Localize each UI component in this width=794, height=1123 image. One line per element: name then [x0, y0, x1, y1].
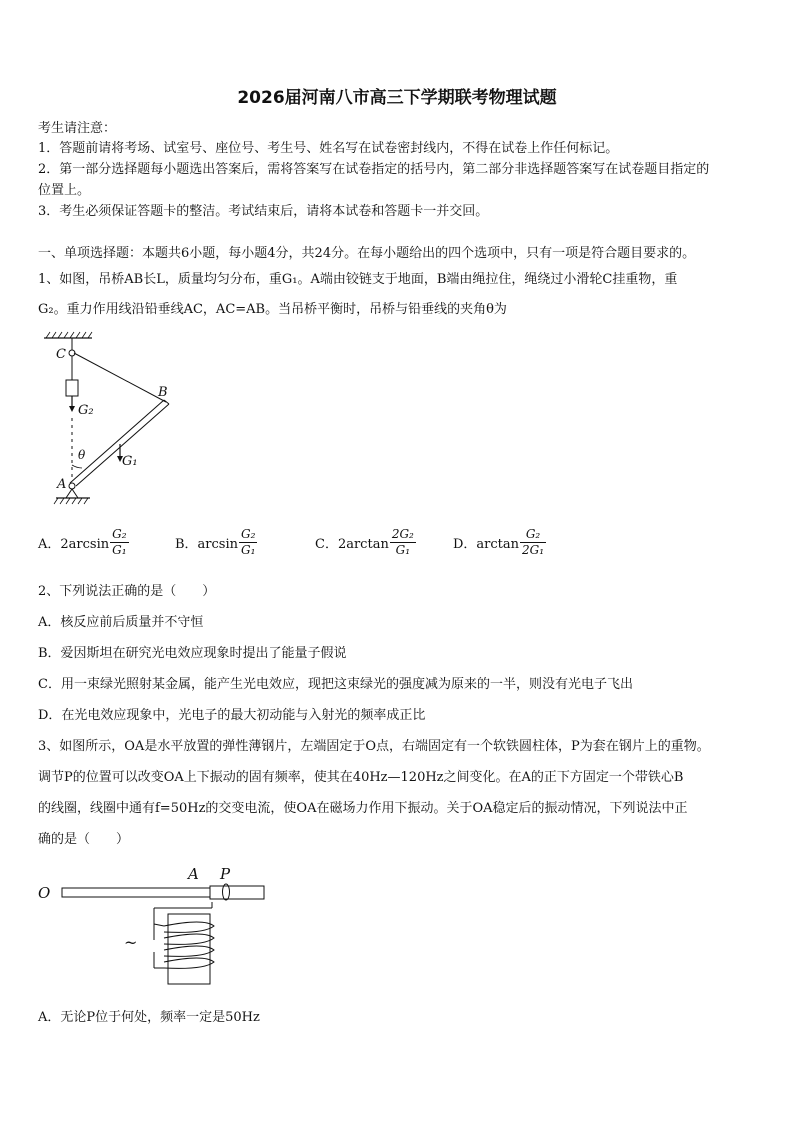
option-label: D．arctan	[453, 536, 520, 552]
q2-option[interactable]: C．用一束绿光照射某金属，能产生光电效应，现把这束绿光的强度减为原来的一半，则没有光电子飞出	[38, 677, 633, 692]
notice-item: 3．考生必须保证答题卡的整洁。考试结束后，请将本试卷和答题卡一并交回。	[38, 204, 489, 219]
option-fraction: $\frac{\text{G₂}}{\text{G₁}}$	[241, 526, 256, 557]
option-label: C．2arctan	[315, 536, 389, 552]
q1-option-b[interactable]	[175, 520, 257, 564]
option-fraction: $\frac{\text{2G₂}}{\text{G₁}}$	[391, 526, 414, 557]
ac-source-symbol: ~	[124, 933, 138, 952]
question-3-line: 3、如图所示，OA是水平放置的弹性薄钢片，左端固定于O点，右端固定有一个软铁圆柱体，P为套在钢片上的重物。	[38, 739, 710, 754]
figure-label-g2: G₂	[78, 403, 94, 418]
drawbridge-figure	[30, 330, 190, 505]
option-fraction: $\frac{\text{G₂}}{\text{G₁}}$	[112, 526, 127, 557]
q3-option[interactable]: A．无论P位于何处，频率一定是50Hz	[38, 1010, 260, 1025]
q2-option[interactable]: A．核反应前后质量并不守恒	[38, 615, 204, 630]
figure-label-a3: A	[188, 865, 199, 883]
q2-option[interactable]: B．爱因斯坦在研究光电效应现象时提出了能量子假说	[38, 646, 347, 661]
notice-heading: 考生请注意：	[38, 121, 117, 136]
figure-label-b: B	[158, 385, 168, 400]
q1-option-c[interactable]	[315, 520, 416, 564]
question-3-line: 确的是（ ）	[38, 832, 130, 847]
option-label: A．2arcsin	[38, 536, 110, 552]
figure-label-g1: G₁	[122, 454, 138, 469]
question-2-stem: 2、下列说法正确的是（ ）	[38, 584, 216, 599]
question-3-line: 的线圈，线圈中通有f=50Hz的交变电流，使OA在磁场力作用下振动。关于OA稳定后的振动情况，下列说法中正	[38, 801, 688, 816]
section-heading: 一、单项选择题：本题共6小题，每小题4分，共24分。在每小题给出的四个选项中，只有一项是符合题目要求的。	[38, 246, 696, 261]
figure-label-p: P	[220, 865, 231, 883]
notice-item: 1．答题前请将考场、试室号、座位号、考生号、姓名写在试卷密封线内，不得在试卷上作任何标记。	[38, 141, 619, 156]
option-label: B．arcsin	[175, 536, 239, 552]
q1-option-a[interactable]	[38, 520, 129, 564]
figure-label-a: A	[57, 477, 67, 492]
option-fraction: $\frac{\text{G₂}}{\text{2G₁}}$	[522, 526, 545, 557]
figure-label-theta: θ	[78, 448, 86, 462]
page-title: 2026届河南八市高三下学期联考物理试题	[237, 88, 557, 108]
figure-label-c: C	[56, 347, 66, 362]
question-3-line: 调节P的位置可以改变OA上下振动的固有频率，使其在40Hz—120Hz之间变化。在A的正下方固定一个带铁心B	[38, 770, 684, 785]
notice-item: 2．第一部分选择题每小题选出答案后，需将答案写在试卷指定的括号内，第二部分非选择题答案写在试卷题目指定的	[38, 162, 710, 177]
figure-label-o: O	[38, 884, 51, 902]
q2-option[interactable]: D．在光电效应现象中，光电子的最大初动能与入射光的频率成正比	[38, 708, 426, 723]
notice-item: 位置上。	[38, 183, 91, 198]
vibration-figure	[34, 862, 274, 992]
question-1-line: 1、如图，吊桥AB长L，质量均匀分布，重G₁。A端由铰链支于地面，B端由绳拉住，绳绕过小滑轮C挂重物，重	[38, 272, 678, 287]
q1-option-d[interactable]	[453, 520, 546, 564]
question-1-line: G₂。重力作用线沿铅垂线AC，AC=AB。当吊桥平衡时，吊桥与铅垂线的夹角θ为	[38, 302, 507, 317]
